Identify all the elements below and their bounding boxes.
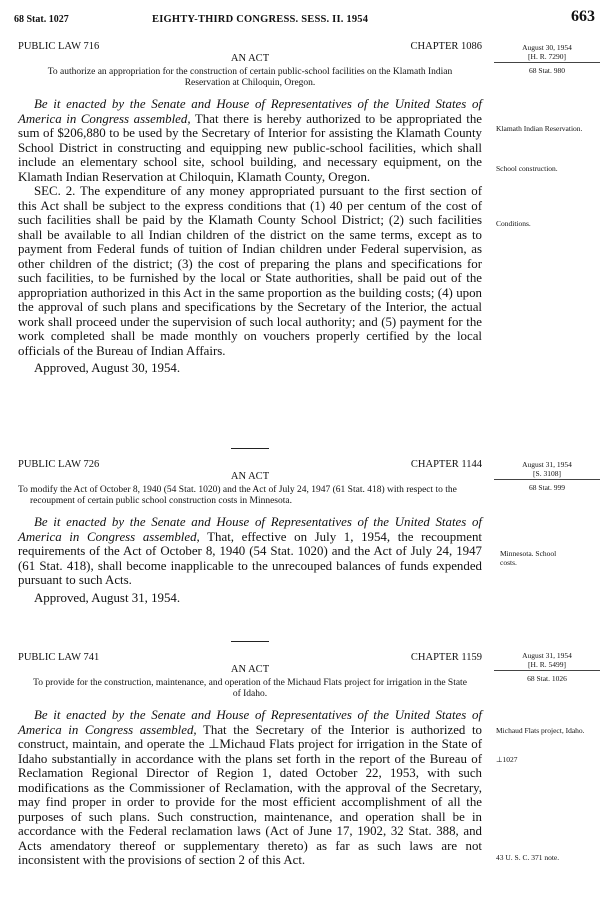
public-law-716: [18, 41, 482, 376]
margin-note: Minnesota. School costs.: [500, 549, 557, 567]
approval-date: Approved, August 30, 1954.: [34, 361, 181, 375]
law-number: PUBLIC LAW 716: [18, 41, 100, 52]
act-purpose: To provide for the construction, maintenance, and operation of the Michaud Flats project for irrigation in the State of Idaho.: [33, 678, 467, 699]
law-number: PUBLIC LAW 726: [18, 459, 100, 470]
approval-margin-date: August 30, 1954: [522, 43, 572, 52]
law-heading: [18, 41, 482, 67]
margin-citation-716: [494, 43, 600, 75]
approval-date: Approved, August 31, 1954.: [34, 590, 181, 605]
margin-citation-726: [494, 460, 600, 492]
section-1-text: That the Secretary of the Interior is authorized to construct, maintain, and operate the ⊥Michaud Flats project for irrigation in the State of Idaho substantially in accordance with the plans set forth in the report of the Bureau of Reclamation Regional Director of Region 1, dated October 22, 1953, with such modifications as the Commissioner of Reclamation, with the approval of the Secretary, may find proper in order to provide for the most efficient accomplishment of all the purposes of such plans. Such construction, maintenance, and operation shall be in accordance with the Federal reclamation laws (Act of June 17, 1902, 32 Stat. 388, and Acts amendatory thereof or supplementary thereto) as far as such laws are not inconsistent with the provisions of section 2 of this Act.: [18, 722, 482, 867]
margin-citation-741: [494, 651, 600, 683]
law-number: PUBLIC LAW 741: [18, 652, 100, 663]
chapter-number: CHAPTER 1144: [410, 459, 482, 470]
section-1-text: That, effective on July 1, 1954, the recoupment requirements of the Act of October 8, 1940 (54 Stat. 1020) and the Act of July 24, 1947 (61 Stat. 418), shall become inapplicable to the unrecouped balances of funds expended pursuant to such Acts.: [18, 529, 482, 587]
running-header: [14, 8, 595, 28]
enacting-clause: Be it enacted by the Senate and House of Representatives of the United States of America in Congress assembled,: [18, 97, 482, 126]
section-1-text: That there is hereby authorized to be appropriated the sum of $206,880 to be used by the Secretary of Interior for assisting the Klamath County School District in constructing and equipping new public-school facilities, which shall include an elementary school site, school building, and necessary equipment, on the Klamath Indian Reservation at Chiloquin, Klamath County, Oregon.: [18, 111, 482, 184]
margin-note: 43 U. S. C. 371 note.: [496, 853, 560, 862]
bill-number: [S. 3108]: [494, 469, 600, 480]
margin-note: Michaud Flats project, Idaho.: [496, 726, 585, 735]
section-1: [18, 515, 482, 588]
margin-note: Klamath Indian Reservation.: [496, 124, 583, 133]
act-title: AN ACT: [230, 471, 270, 482]
chapter-number: CHAPTER 1159: [410, 652, 482, 663]
section-divider: [231, 448, 269, 449]
section-divider: [231, 641, 269, 642]
public-law-741: [18, 652, 482, 868]
stat-citation: 68 Stat. 980: [528, 66, 566, 75]
enacting-clause: Be it enacted by the Senate and House of Representatives of the United States of America in Congress assembled,: [18, 515, 482, 544]
act-purpose: To modify the Act of October 8, 1940 (54 Stat. 1020) and the Act of July 24, 1947 (61 Stat. 418) with respect to the recoupment of certain public school construction costs in Minnesota.: [18, 485, 457, 506]
margin-note: Conditions.: [496, 219, 531, 228]
bill-number: [H. R. 7290]: [494, 52, 600, 63]
stat-reference: 68 Stat. 1027: [14, 14, 69, 25]
act-title: AN ACT: [230, 53, 270, 64]
section-1: [18, 708, 482, 868]
margin-note: School construction.: [496, 164, 558, 173]
law-heading: [18, 459, 482, 485]
section-2: SEC. 2. The expenditure of any money appropriated pursuant to the first section of this Act shall be subject to the express conditions that (1) 40 per centum of the cost of such facilities shall be paid by the Klamath County School District; (2) such facilities shall be available to all Indian children of the district on the same terms, except as to payment from Federal funds of tuition of Indian children under Federal supervision, as other children of the district; (3) the cost of preparing the plans and specifications for such facilities, to be furnished by the local or State authorities, shall be paid out of the appropriation authorized in this Act in the same proportion as the building costs; (4) upon the approval of such plans and specifications by the Secretary of the Interior, the actual work shall proceed under the supervision of such local authority; and (5) payment for the work completed shall be made monthly on vouchers properly certified by the local officials of the Bureau of Indian Affairs.: [18, 184, 482, 358]
bill-number: [H. R. 5499]: [494, 660, 600, 671]
approval-margin-date: August 31, 1954: [522, 460, 572, 469]
enacting-clause: Be it enacted by the Senate and House of Representatives of the United States of America in Congress assembled,: [18, 708, 482, 737]
act-title: AN ACT: [230, 664, 270, 675]
public-law-726: [18, 459, 482, 606]
page-number: 663: [571, 8, 595, 25]
law-heading: [18, 652, 482, 678]
congress-session: EIGHTY-THIRD CONGRESS. SESS. II. 1954: [152, 14, 369, 25]
margin-note: ⊥1027: [496, 755, 518, 764]
section-1: [18, 97, 482, 184]
stat-citation: 68 Stat. 1026: [527, 674, 567, 683]
approval-margin-date: August 31, 1954: [522, 651, 572, 660]
chapter-number: CHAPTER 1086: [410, 41, 482, 52]
act-purpose: To authorize an appropriation for the construction of certain public-school facilities on the Klamath Indian Reservation at Chiloquin, Oregon.: [47, 67, 453, 88]
stat-citation: 68 Stat. 999: [528, 483, 566, 492]
